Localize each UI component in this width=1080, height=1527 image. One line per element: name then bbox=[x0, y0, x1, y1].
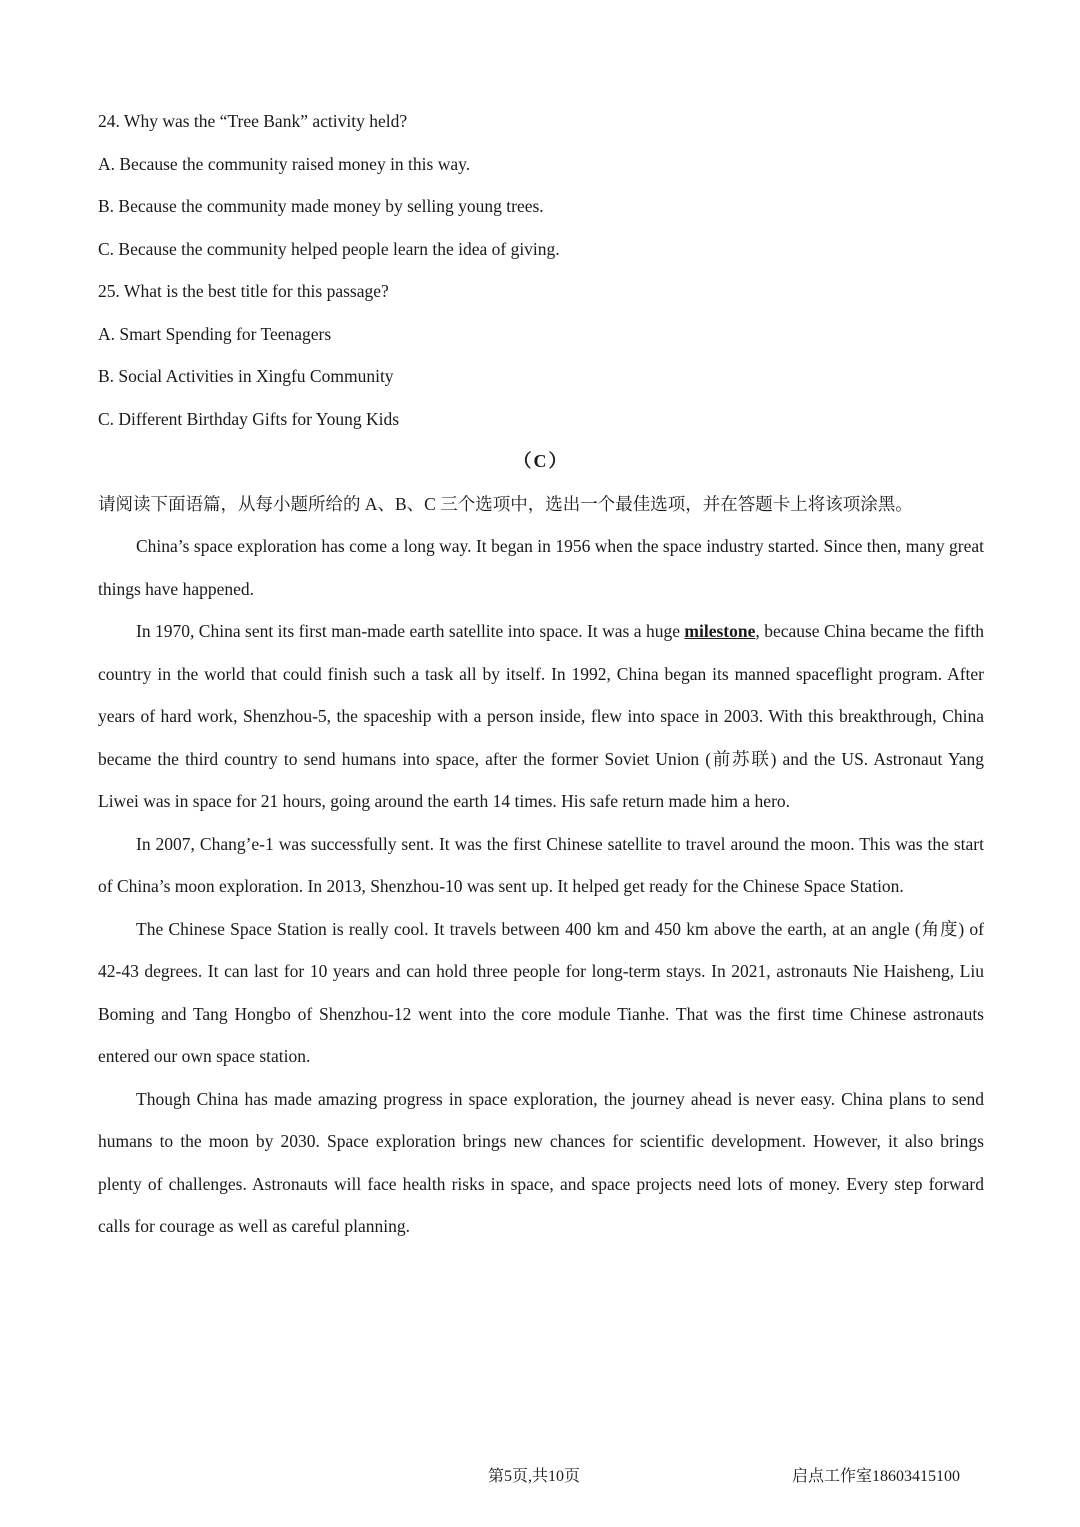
question-25-option-b: B. Social Activities in Xingfu Community bbox=[98, 366, 394, 386]
section-instruction: 请阅读下面语篇，从每小题所给的 A、B、C 三个选项中，选出一个最佳选项，并在答题卡上将该项涂黑。 bbox=[98, 493, 913, 514]
question-25-option-c: C. Different Birthday Gifts for Young Kids bbox=[98, 408, 400, 429]
document-page bbox=[98, 100, 984, 1248]
passage-paragraph-4: The Chinese Space Station is really cool. It travels between 400 km and 450 km above the earth, at an angle (角度) of 42-43 degrees. It can last for 10 years and can hold three people for long-term stays. In 2021, astronauts Nie Haisheng, Liu Boming and Tang Hongbo of Shenzhou-12 went into the core module Tianhe. That was the first time Chinese astronauts entered our own space station. bbox=[98, 918, 984, 1066]
keyword-milestone: milestone bbox=[684, 621, 756, 641]
studio-contact: 启点工作室18603415100 bbox=[792, 1468, 961, 1485]
question-24-option-a: A. Because the community raised money in this way. bbox=[98, 153, 471, 174]
question-25 bbox=[98, 270, 984, 440]
question-25-stem: 25. What is the best title for this passage? bbox=[98, 281, 389, 301]
section-title: （C） bbox=[513, 451, 569, 471]
question-24-option-c: C. Because the community helped people learn the idea of giving. bbox=[98, 238, 560, 259]
question-25-option-a: A. Smart Spending for Teenagers bbox=[98, 323, 332, 344]
question-24 bbox=[98, 100, 984, 270]
reading-passage bbox=[98, 525, 984, 1248]
page-footer bbox=[0, 1463, 1080, 1489]
question-24-option-b: B. Because the community made money by selling young trees. bbox=[98, 196, 544, 216]
paragraph-2-text-start: In 1970, China sent its first man-made earth satellite into space. It was a huge bbox=[136, 621, 685, 641]
passage-paragraph-2 bbox=[98, 610, 984, 823]
passage-paragraph-3: In 2007, Chang’e-1 was successfully sent. It was the first Chinese satellite to travel around the moon. This was the start of China’s moon exploration. In 2013, Shenzhou-10 was sent up. It helped get ready for the Chinese Space Station. bbox=[98, 833, 984, 896]
page-number: 第5页,共10页 bbox=[488, 1468, 581, 1485]
passage-paragraph-5: Though China has made amazing progress in space exploration, the journey ahead is never easy. China plans to send humans to the moon by 2030. Space exploration brings new chances for scientific development. However, it also brings plenty of challenges. Astronauts will face health risks in space, and space projects need lots of money. Every step forward calls for courage as well as careful planning. bbox=[98, 1088, 984, 1236]
passage-paragraph-1: China’s space exploration has come a long way. It began in 1956 when the space industry started. Since then, many great things have happened. bbox=[98, 536, 984, 599]
paragraph-2-text-end: , because China became the fifth country in the world that could finish such a task all by itself. In 1992, China began its manned spaceflight program. After years of hard work, Shenzhou-5, the spaceship with a person inside, flew into space in 2003. With this breakthrough, China became the third country to send humans into space, after the former Soviet Union (前苏联) and the US. Astronaut Yang Liwei was in space for 21 hours, going around the earth 14 times. His safe return made him a hero. bbox=[98, 621, 985, 811]
question-24-stem: 24. Why was the “Tree Bank” activity held? bbox=[98, 111, 408, 131]
